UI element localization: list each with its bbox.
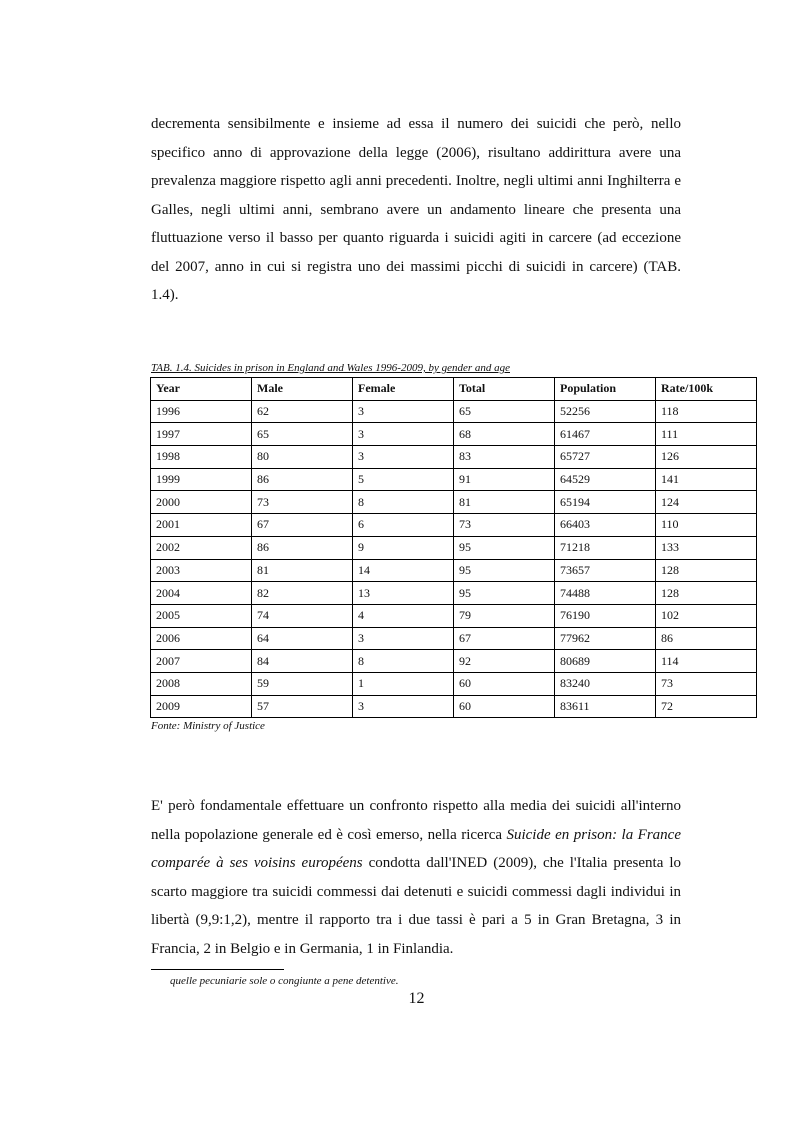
table-cell: 5 — [353, 468, 454, 491]
table-cell: 128 — [656, 559, 757, 582]
table-cell: 114 — [656, 650, 757, 673]
table-row — [151, 604, 757, 627]
table-cell: 79 — [454, 604, 555, 627]
table-cell: 86 — [656, 627, 757, 650]
table-cell: 2006 — [151, 627, 252, 650]
paragraph-2-after: condotta dall'INED (2009), che l'Italia presenta lo scarto maggiore tra suicidi commessi dai detenuti e suicidi commessi dagli individui in libertà (9,9:1,2), mentre il rapporto tra i due tassi è pari a 5 in Gran Bretagna, 3 in Francia, 2 in Belgio e in Germania, 1 in Finlandia. — [151, 855, 681, 957]
table-cell: 4 — [353, 604, 454, 627]
table-cell: 1 — [353, 672, 454, 695]
body-paragraph-2 — [151, 792, 681, 963]
table-cell: 3 — [353, 695, 454, 718]
table-cell: 128 — [656, 582, 757, 605]
table-cell: 67 — [454, 627, 555, 650]
table-cell: 118 — [656, 400, 757, 423]
table-cell: 9 — [353, 536, 454, 559]
table-cell: 77962 — [555, 627, 656, 650]
footnote-text: quelle pecuniarie sole o congiunte a pene detentive. — [170, 975, 399, 987]
table-cell: 73 — [252, 491, 353, 514]
table-cell: 92 — [454, 650, 555, 673]
table-cell: 73657 — [555, 559, 656, 582]
table-cell: 74488 — [555, 582, 656, 605]
footnote-divider — [151, 969, 284, 970]
table-cell: 2007 — [151, 650, 252, 673]
table-cell: 52256 — [555, 400, 656, 423]
suicides-table — [150, 377, 757, 718]
page-number: 12 — [408, 990, 425, 1007]
table-cell: 65727 — [555, 446, 656, 469]
table-cell: 65194 — [555, 491, 656, 514]
column-header: Female — [353, 378, 454, 401]
table-cell: 2004 — [151, 582, 252, 605]
column-header: Year — [151, 378, 252, 401]
table-cell: 3 — [353, 400, 454, 423]
table-row — [151, 627, 757, 650]
table-cell: 65 — [454, 400, 555, 423]
table-cell: 80 — [252, 446, 353, 469]
table-cell: 86 — [252, 468, 353, 491]
table-row — [151, 514, 757, 537]
table-cell: 95 — [454, 536, 555, 559]
table-cell: 60 — [454, 695, 555, 718]
table-cell: 8 — [353, 491, 454, 514]
table-cell: 81 — [252, 559, 353, 582]
research-title: Suicide en prison: la France comparée à ses voisins européens — [151, 826, 681, 871]
table-cell: 60 — [454, 672, 555, 695]
table-cell: 8 — [353, 650, 454, 673]
table-cell: 83611 — [555, 695, 656, 718]
table-cell: 1999 — [151, 468, 252, 491]
table-cell: 67 — [252, 514, 353, 537]
table-cell: 72 — [656, 695, 757, 718]
table-cell: 2001 — [151, 514, 252, 537]
table-cell: 2000 — [151, 491, 252, 514]
table-cell: 6 — [353, 514, 454, 537]
table-cell: 64 — [252, 627, 353, 650]
column-header: Male — [252, 378, 353, 401]
table-cell: 95 — [454, 559, 555, 582]
table-cell: 95 — [454, 582, 555, 605]
table-row — [151, 468, 757, 491]
column-header: Total — [454, 378, 555, 401]
table-row — [151, 536, 757, 559]
table-caption: TAB. 1.4. Suicides in prison in England and Wales 1996-2009, by gender and age — [151, 362, 510, 374]
table-cell: 110 — [656, 514, 757, 537]
table-cell: 83240 — [555, 672, 656, 695]
table-cell: 73 — [454, 514, 555, 537]
table-cell: 3 — [353, 627, 454, 650]
table-cell: 3 — [353, 446, 454, 469]
table-cell: 141 — [656, 468, 757, 491]
table-cell: 14 — [353, 559, 454, 582]
table-cell: 74 — [252, 604, 353, 627]
table-cell: 62 — [252, 400, 353, 423]
table-cell: 133 — [656, 536, 757, 559]
table-row — [151, 400, 757, 423]
table-cell: 71218 — [555, 536, 656, 559]
table-cell: 124 — [656, 491, 757, 514]
table-row — [151, 650, 757, 673]
table-cell: 81 — [454, 491, 555, 514]
table-cell: 111 — [656, 423, 757, 446]
paragraph-2-before: E' però fondamentale effettuare un confronto rispetto alla media dei suicidi all'interno nella popolazione generale ed è così emerso, nella ricerca — [151, 798, 681, 843]
body-paragraph-1: decrementa sensibilmente e insieme ad essa il numero dei suicidi che però, nello specifico anno di approvazione della legge (2006), risultano addirittura avere una prevalenza maggiore rispetto agli anni precedenti. Inoltre, negli ultimi anni Inghilterra e Galles, negli ultimi anni, sembrano avere un andamento lineare che presenta una fluttuazione verso il basso per quanto riguarda i suicidi agiti in carcere (ad eccezione del 2007, anno in cui si registra uno dei massimi picchi di suicidi in carcere) (TAB. 1.4). — [151, 116, 681, 303]
table-cell: 66403 — [555, 514, 656, 537]
table-cell: 80689 — [555, 650, 656, 673]
table-cell: 84 — [252, 650, 353, 673]
table-cell: 76190 — [555, 604, 656, 627]
table-row — [151, 695, 757, 718]
table-cell: 1996 — [151, 400, 252, 423]
table-row — [151, 672, 757, 695]
table-body — [151, 400, 757, 718]
table-cell: 68 — [454, 423, 555, 446]
table-cell: 2002 — [151, 536, 252, 559]
table-row — [151, 582, 757, 605]
column-header: Population — [555, 378, 656, 401]
table-cell: 3 — [353, 423, 454, 446]
table-row — [151, 423, 757, 446]
table-cell: 73 — [656, 672, 757, 695]
table-cell: 126 — [656, 446, 757, 469]
table-cell: 13 — [353, 582, 454, 605]
table-cell: 83 — [454, 446, 555, 469]
table-cell: 2009 — [151, 695, 252, 718]
table-cell: 2008 — [151, 672, 252, 695]
table-cell: 2005 — [151, 604, 252, 627]
table-cell: 65 — [252, 423, 353, 446]
table-cell: 59 — [252, 672, 353, 695]
table-cell: 102 — [656, 604, 757, 627]
table-row — [151, 446, 757, 469]
table-cell: 61467 — [555, 423, 656, 446]
table-cell: 2003 — [151, 559, 252, 582]
table-cell: 57 — [252, 695, 353, 718]
table-source: Fonte: Ministry of Justice — [151, 720, 265, 732]
column-header: Rate/100k — [656, 378, 757, 401]
table-row — [151, 559, 757, 582]
table-row — [151, 491, 757, 514]
table-cell: 86 — [252, 536, 353, 559]
table-cell: 91 — [454, 468, 555, 491]
table-cell: 1998 — [151, 446, 252, 469]
table-header-row — [151, 378, 757, 401]
table-cell: 1997 — [151, 423, 252, 446]
table-cell: 82 — [252, 582, 353, 605]
table-cell: 64529 — [555, 468, 656, 491]
